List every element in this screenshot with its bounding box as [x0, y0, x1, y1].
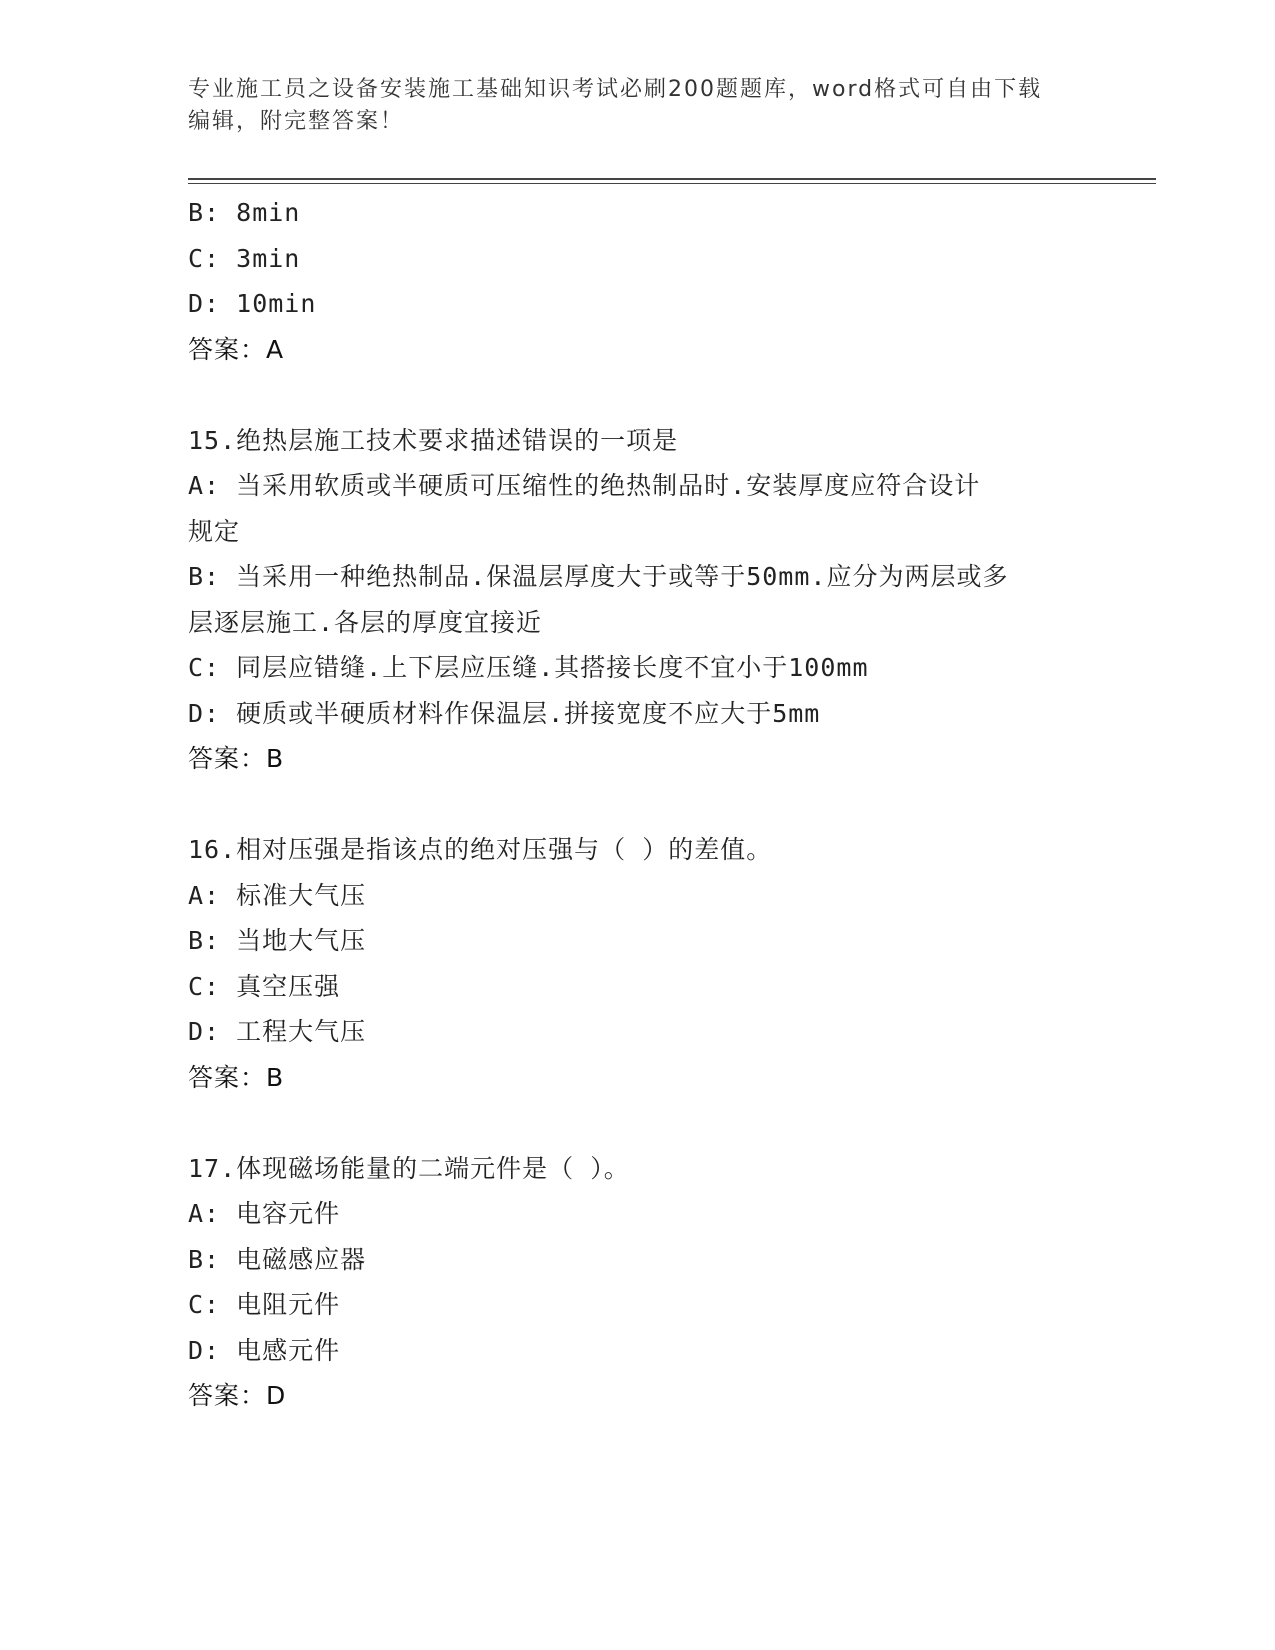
header-divider-top — [188, 178, 1156, 180]
question-15 — [188, 418, 1088, 782]
header-line-2: 编辑，附完整答案！ — [188, 109, 405, 134]
answer: 答案：B — [188, 744, 285, 773]
spacer — [188, 782, 1088, 828]
question-14-tail — [188, 190, 1088, 372]
header-divider-bottom — [188, 183, 1156, 184]
question-16 — [188, 827, 1088, 1100]
spacer — [188, 372, 1088, 418]
option-b: B: 电磁感应器 — [188, 1244, 367, 1274]
answer: 答案：D — [188, 1381, 287, 1410]
option-b-continued: 层逐层施工.各层的厚度宜接近 — [188, 607, 543, 637]
answer: 答案：B — [188, 1062, 285, 1092]
question-stem: 16.相对压强是指该点的绝对压强与（ ）的差值。 — [188, 835, 773, 864]
option-d: D: 10min — [188, 289, 317, 318]
option-c: C: 真空压强 — [188, 971, 341, 1001]
question-17 — [188, 1146, 1088, 1419]
spacer — [188, 1100, 1088, 1146]
option-b: B: 当采用一种绝热制品.保温层厚度大于或等于50mm.应分为两层或多 — [188, 562, 1009, 591]
header-line-1: 专业施工员之设备安装施工基础知识考试必刷200题题库，word格式可自由下载 — [188, 77, 1043, 102]
answer: 答案：A — [188, 334, 285, 364]
option-c: C: 3min — [188, 243, 301, 273]
option-b: B: 当地大气压 — [188, 926, 367, 955]
option-a: A: 电容元件 — [188, 1199, 341, 1228]
question-stem: 15.绝热层施工技术要求描述错误的一项是 — [188, 425, 679, 455]
document-header — [188, 74, 1088, 138]
option-d: D: 电感元件 — [188, 1335, 341, 1365]
option-a: A: 当采用软质或半硬质可压缩性的绝热制品时.安装厚度应符合设计 — [188, 471, 981, 500]
option-a-continued: 规定 — [188, 516, 241, 546]
option-a: A: 标准大气压 — [188, 880, 367, 910]
question-content — [188, 190, 1088, 1419]
option-c: C: 同层应错缝.上下层应压缝.其搭接长度不宜小于100mm — [188, 653, 869, 682]
option-d: D: 硬质或半硬质材料作保温层.拼接宽度不应大于5mm — [188, 698, 821, 728]
option-d: D: 工程大气压 — [188, 1017, 367, 1046]
question-stem: 17.体现磁场能量的二端元件是（ ）。 — [188, 1153, 630, 1183]
option-c: C: 电阻元件 — [188, 1290, 341, 1319]
option-b: B: 8min — [188, 198, 301, 227]
